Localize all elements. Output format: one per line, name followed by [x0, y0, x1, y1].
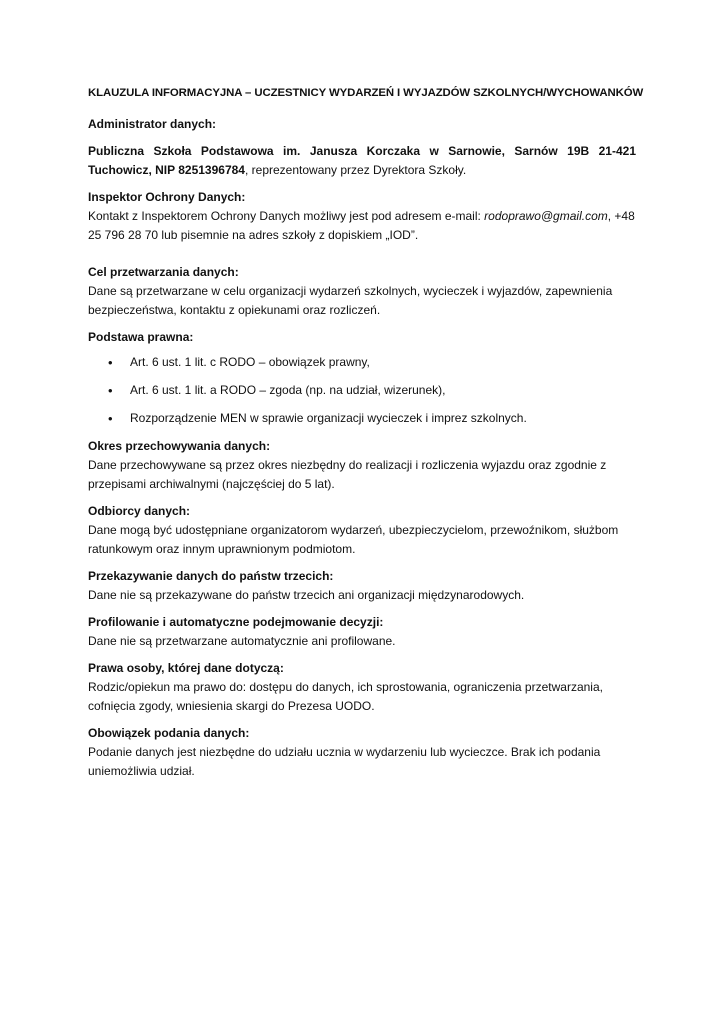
rights-heading: Prawa osoby, której dane dotyczą: — [88, 661, 284, 675]
iod-section — [88, 188, 636, 245]
third-countries-text: Dane nie są przekazywane do państw trzecich ani organizacji międzynarodowych. — [88, 588, 525, 602]
administrator-name: Publiczna Szkoła Podstawowa im. Janusza Korczaka w Sarnowie, Sarnów 19B 21-421 Tuchowicz, NIP 8251396784 — [88, 144, 636, 177]
administrator-heading: Administrator danych: — [88, 117, 217, 131]
administrator-details — [88, 142, 636, 180]
iod-heading: Inspektor Ochrony Danych: — [88, 190, 246, 204]
retention-section — [88, 437, 636, 494]
legal-basis-heading: Podstawa prawna: — [88, 330, 194, 344]
retention-heading: Okres przechowywania danych: — [88, 439, 271, 453]
profiling-heading: Profilowanie i automatyczne podejmowanie decyzji: — [88, 615, 384, 629]
list-item — [88, 353, 636, 372]
list-item-text: Art. 6 ust. 1 lit. a RODO – zgoda (np. na udział, wizerunek), — [130, 383, 446, 397]
purpose-section — [88, 263, 636, 320]
recipients-text: Dane mogą być udostępniane organizatorom wydarzeń, ubezpieczycielom, przewoźnikom, służbom ratunkowym oraz innym uprawnionym podmiotom. — [88, 523, 619, 556]
iod-contact-rest: , +48 25 796 28 70 lub pisemnie na adres szkoły z dopiskiem „IOD”. — [88, 209, 635, 242]
rights-text: Rodzic/opiekun ma prawo do: dostępu do danych, ich sprostowania, ograniczenia przetwarzania, cofnięcia zgody, wniesienia skargi do Prezesa UODO. — [88, 680, 603, 713]
iod-text — [88, 207, 636, 245]
document-title: KLAUZULA INFORMACYJNA – UCZESTNICY WYDARZEŃ I WYJAZDÓW SZKOLNYCH/WYCHOWANKÓW — [88, 87, 644, 99]
purpose-text: Dane są przetwarzane w celu organizacji wydarzeń szkolnych, wycieczek i wyjazdów, zapewnienia bezpieczeństwa, kontaktu z opiekunami oraz rozliczeń. — [88, 284, 613, 317]
iod-contact-intro: Kontakt z Inspektorem Ochrony Danych możliwy jest pod adresem e-mail: — [88, 209, 485, 223]
profiling-section — [88, 613, 636, 651]
list-item-text: Art. 6 ust. 1 lit. c RODO – obowiązek prawny, — [130, 355, 370, 369]
administrator-text — [88, 142, 636, 180]
administrator-section — [88, 115, 636, 134]
retention-text: Dane przechowywane są przez okres niezbędny do realizacji i rozliczenia wyjazdu oraz zgodnie z przepisami archiwalnymi (najczęściej do 5 lat). — [88, 458, 607, 491]
recipients-section — [88, 502, 636, 559]
list-item — [88, 409, 636, 428]
document-page — [88, 84, 644, 789]
obligation-section — [88, 724, 636, 781]
recipients-heading: Odbiorcy danych: — [88, 504, 191, 518]
obligation-text: Podanie danych jest niezbędne do udziału ucznia w wydarzeniu lub wycieczce. Brak ich podania uniemożliwia udział. — [88, 745, 601, 778]
list-item — [88, 381, 636, 400]
bullet-icon: • — [108, 383, 113, 398]
purpose-heading: Cel przetwarzania danych: — [88, 265, 239, 279]
bullet-icon: • — [108, 355, 113, 370]
legal-basis-section — [88, 328, 636, 428]
rights-section — [88, 659, 636, 716]
third-countries-section — [88, 567, 636, 605]
administrator-representation: , reprezentowany przez Dyrektora Szkoły. — [244, 163, 467, 177]
third-countries-heading: Przekazywanie danych do państw trzecich: — [88, 569, 334, 583]
obligation-heading: Obowiązek podania danych: — [88, 726, 250, 740]
iod-email: rodoprawo@gmail.com — [484, 209, 608, 223]
list-item-text: Rozporządzenie MEN w sprawie organizacji wycieczek i imprez szkolnych. — [130, 411, 527, 425]
profiling-text: Dane nie są przetwarzane automatycznie ani profilowane. — [88, 634, 396, 648]
legal-basis-list — [88, 353, 636, 428]
bullet-icon: • — [108, 411, 113, 426]
